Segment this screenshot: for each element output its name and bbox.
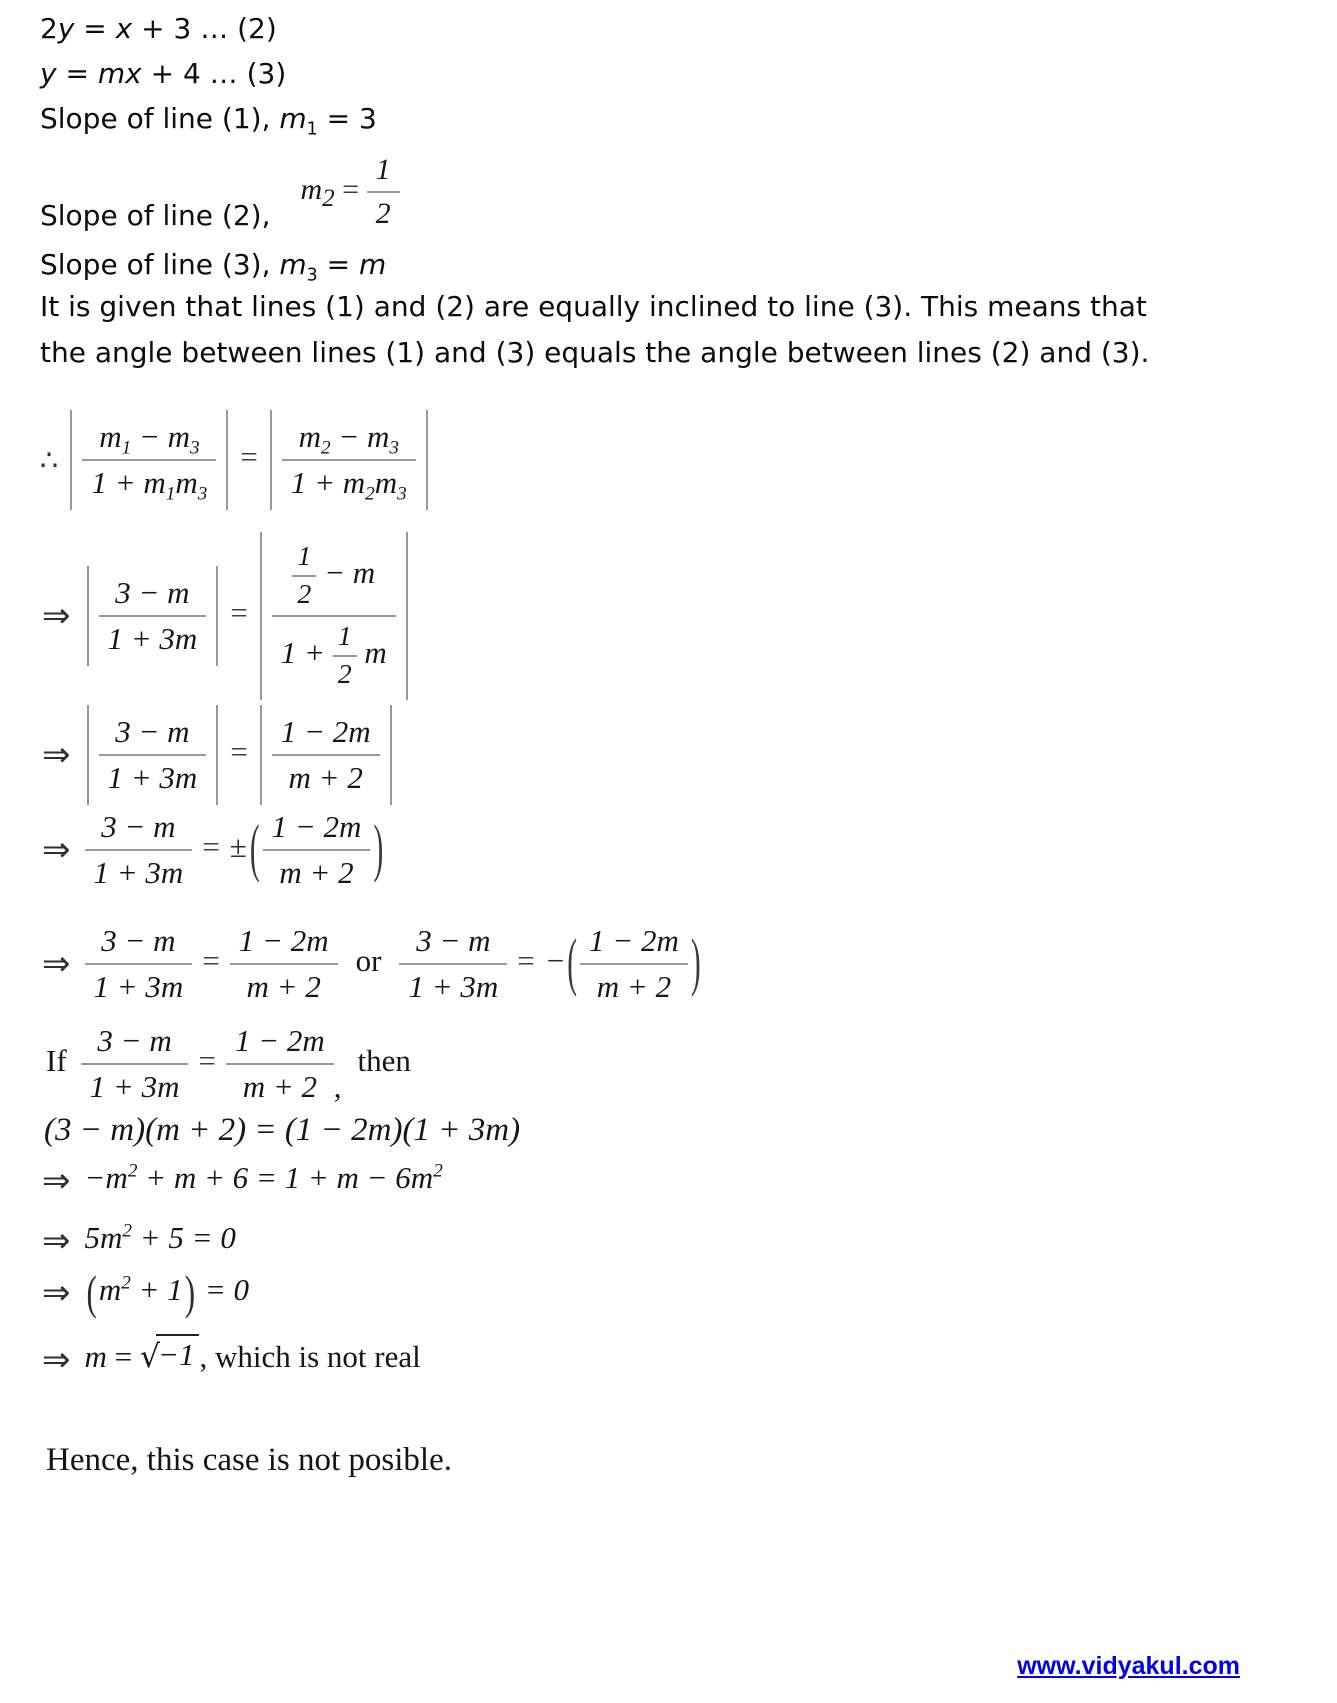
denominator: 1 + 3m — [93, 855, 184, 890]
absolute-value — [87, 705, 219, 805]
paragraph-line-2: the angle between lines (1) and (3) equals the angle between lines (2) and (3). — [40, 336, 1150, 369]
fraction — [81, 1022, 189, 1106]
denominator: 2 — [297, 579, 312, 610]
implies-symbol: ⇒ — [42, 944, 71, 984]
absolute-value — [70, 410, 228, 510]
minus-sign: − — [546, 943, 565, 979]
equation-line-3 — [40, 57, 286, 90]
subscript: 1 — [306, 119, 318, 140]
math-text: + 4 … (3) — [141, 57, 287, 90]
then-word: then — [357, 1043, 411, 1079]
fraction — [272, 713, 380, 797]
numerator: 3 − m — [81, 1022, 189, 1065]
conclusion-text: Hence, this case is not posible. — [46, 1442, 452, 1478]
denominator: 1 + 3m — [107, 760, 198, 795]
equation-quadratic-expand — [42, 1160, 443, 1201]
if-word: If — [46, 1043, 67, 1079]
math-text: m — [99, 419, 122, 454]
plus-minus-sign: ± — [229, 829, 247, 865]
math-text: m — [300, 172, 323, 206]
numerator: 3 − m — [99, 574, 207, 617]
static-text: Slope of line (3), — [40, 248, 280, 281]
implies-symbol: ⇒ — [42, 596, 71, 636]
equals-sign: = — [230, 595, 248, 631]
subscript: 3 — [389, 437, 400, 459]
therefore-symbol: ∴ — [40, 443, 59, 477]
subscript: 3 — [306, 265, 318, 286]
math-text: m — [298, 419, 321, 454]
math-text: m — [167, 419, 191, 454]
denominator — [282, 461, 416, 505]
implies-symbol: ⇒ — [42, 1272, 71, 1313]
numerator: 1 − 2m — [272, 713, 380, 756]
math-text: 1 + — [91, 465, 144, 500]
math-text: m — [342, 465, 366, 500]
fraction — [367, 152, 400, 232]
denominator: 1 + 3m — [89, 1069, 180, 1104]
math-text: m — [175, 465, 198, 500]
math-text: y — [40, 57, 57, 90]
equation-implies-abs — [42, 705, 394, 805]
equation-sqrt-minus-1 — [42, 1336, 421, 1380]
equation-5m2 — [42, 1220, 236, 1261]
slope-line-2-row — [40, 152, 400, 232]
numerator: 1 − 2m — [580, 922, 688, 965]
math-text: = — [56, 57, 98, 90]
math-group — [292, 541, 375, 611]
fraction — [82, 418, 216, 505]
implies-symbol: ⇒ — [42, 830, 71, 870]
math-text: + 1 — [130, 1272, 183, 1307]
absolute-value — [260, 532, 408, 700]
absolute-value — [87, 566, 219, 666]
m2-formula — [300, 152, 399, 232]
equals-sign: = — [230, 734, 248, 770]
denominator: 1 + 3m — [107, 621, 198, 656]
paragraph-line-1: It is given that lines (1) and (2) are equally inclined to line (3). This means that — [40, 290, 1147, 323]
math-text: −m — [84, 1160, 128, 1195]
slope-line-3-text — [40, 248, 387, 286]
numerator: 1 — [292, 541, 316, 577]
math-text: m — [358, 248, 387, 281]
static-text: Slope of line (2), — [40, 199, 271, 232]
implies-symbol: ⇒ — [42, 1160, 71, 1201]
math-text: m — [356, 635, 387, 671]
math-text: = — [74, 12, 116, 45]
denominator: m + 2 — [596, 969, 672, 1004]
denominator: m + 2 — [246, 969, 321, 1004]
fraction — [85, 922, 193, 1006]
math-text: = — [317, 248, 359, 281]
equation-or-cases — [42, 922, 704, 1006]
fraction — [99, 574, 207, 658]
math-text: − — [330, 419, 368, 454]
equals-sign: = — [106, 1339, 140, 1374]
math-text: (3 − m)(m + 2) = (1 − 2m)(1 + 3m) — [44, 1112, 521, 1148]
math-text: m — [279, 248, 307, 281]
denominator: 2 — [375, 197, 391, 230]
static-text: Slope of line (1), — [40, 102, 280, 135]
denominator: 2 — [337, 659, 352, 690]
fraction — [85, 808, 193, 892]
subscript: 2 — [365, 483, 375, 505]
math-text: m — [98, 1272, 122, 1307]
subscript: 2 — [321, 437, 331, 459]
numerator — [82, 418, 216, 461]
or-word: or — [355, 943, 382, 979]
denominator — [272, 617, 396, 692]
denominator — [82, 461, 216, 505]
math-text: m — [84, 1339, 107, 1374]
fraction — [226, 1022, 334, 1106]
equals-sign: = — [198, 1043, 216, 1079]
math-text: − — [131, 419, 168, 454]
math-text: m — [279, 102, 307, 135]
math-text: 2 — [40, 12, 58, 45]
equation-implies-half — [42, 532, 410, 700]
fraction — [399, 922, 507, 1006]
absolute-value — [260, 705, 392, 805]
numerator: 3 − m — [99, 713, 207, 756]
implies-symbol: ⇒ — [42, 1339, 71, 1380]
right-parenthesis: ) — [184, 1264, 196, 1320]
subscript: 3 — [397, 483, 407, 505]
fraction — [333, 621, 357, 691]
numerator — [282, 418, 416, 461]
denominator: m + 2 — [279, 855, 354, 890]
superscript: 2 — [433, 1160, 443, 1182]
footer-link[interactable]: www.vidyakul.com — [1017, 1652, 1240, 1680]
right-parenthesis: ) — [373, 813, 384, 885]
fraction — [580, 922, 688, 1006]
denominator: 1 + 3m — [93, 969, 184, 1004]
implies-symbol: ⇒ — [42, 735, 71, 775]
square-root-symbol: √ — [139, 1339, 161, 1375]
equation-if-then — [46, 1022, 411, 1106]
equation-plusminus — [42, 808, 386, 892]
math-text: = 0 — [197, 1272, 249, 1307]
equals-sign: = — [240, 439, 258, 475]
fraction — [230, 922, 338, 1006]
superscript: 2 — [122, 1220, 132, 1242]
radicand: −1 — [156, 1334, 199, 1373]
math-text: 1 + — [290, 465, 343, 500]
math-text: m — [374, 465, 398, 500]
equation-expanded-product — [44, 1112, 520, 1149]
equals-sign: = — [202, 829, 220, 865]
comma: , — [333, 1069, 342, 1105]
numerator: 3 − m — [399, 922, 507, 965]
fraction — [282, 418, 416, 505]
denominator: 1 + 3m — [408, 969, 499, 1004]
math-text: + 3 … (2) — [132, 12, 277, 45]
fraction — [292, 541, 316, 611]
math-group — [281, 621, 387, 691]
slope-line-1-text — [40, 102, 377, 140]
math-text: 1 + — [280, 635, 333, 671]
math-text: y — [57, 12, 75, 45]
equation-therefore — [40, 410, 430, 510]
equation-m2-plus-1 — [42, 1264, 249, 1320]
math-text: 5m — [84, 1220, 123, 1255]
superscript: 2 — [127, 1160, 138, 1182]
numerator: 1 − 2m — [263, 808, 371, 851]
numerator: 3 − m — [85, 808, 193, 851]
subscript: 1 — [121, 437, 132, 459]
implies-symbol: ⇒ — [42, 1220, 71, 1261]
numerator: 3 − m — [85, 922, 193, 965]
denominator: m + 2 — [242, 1069, 318, 1104]
math-text: = 3 — [317, 102, 377, 135]
equation-line-2 — [40, 12, 277, 45]
math-text: m — [367, 419, 390, 454]
subscript: 3 — [197, 483, 208, 505]
numerator: 1 — [367, 152, 400, 193]
left-parenthesis: ( — [86, 1264, 97, 1320]
math-text: x — [115, 12, 133, 45]
subscript: 3 — [190, 437, 200, 459]
numerator: 1 − 2m — [230, 922, 338, 965]
superscript: 2 — [121, 1272, 131, 1294]
right-parenthesis: ) — [690, 927, 701, 999]
equals-sign: = — [334, 172, 367, 206]
numerator — [272, 540, 396, 617]
math-text: − m — [316, 555, 376, 591]
fraction — [272, 540, 396, 692]
left-parenthesis: ( — [567, 927, 578, 999]
equals-sign: = — [202, 943, 220, 979]
static-text: , which is not real — [199, 1339, 421, 1374]
math-text: + m + 6 = 1 + m − 6m — [137, 1160, 434, 1195]
fraction — [263, 808, 371, 892]
fraction — [99, 713, 207, 797]
denominator: m + 2 — [288, 760, 363, 795]
numerator: 1 − 2m — [226, 1022, 334, 1065]
math-text: mx — [97, 57, 142, 90]
math-text: + 5 = 0 — [132, 1220, 236, 1255]
subscript: 1 — [165, 483, 176, 505]
absolute-value — [270, 410, 428, 510]
subscript: 2 — [322, 184, 335, 212]
equals-sign: = — [517, 943, 535, 979]
left-parenthesis: ( — [249, 813, 260, 885]
numerator: 1 — [333, 621, 357, 657]
math-text: m — [143, 465, 166, 500]
